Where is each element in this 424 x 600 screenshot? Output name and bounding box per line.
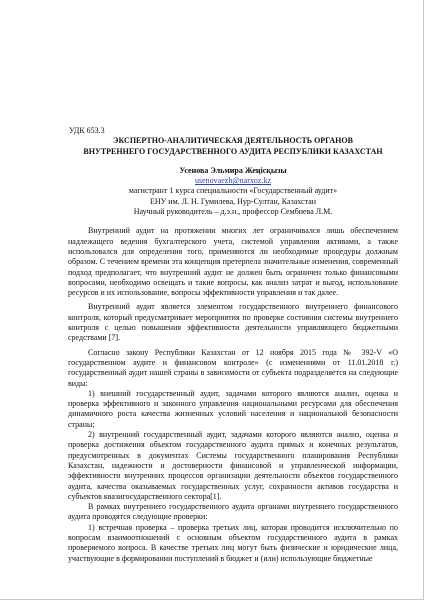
author-name: Усенова Эльмира Жеңісқызы bbox=[179, 165, 287, 175]
article-content bbox=[68, 126, 398, 564]
supervisor-line: Научный руководитель – д.э.н., профессор Сембиева Л.М. bbox=[133, 207, 333, 217]
paragraph-3: Согласно закону Республики Казахстан от 12 ноября 2015 года № 392-V «О государственном аудите и финансовом контроле» (с изменениями от 11.01.2018 г.) государственный аудит нашей страны в зависимости от субъекта подразделяется на следующие виды: bbox=[68, 347, 398, 388]
paragraph-2: Внутренний аудит является элементом государственного внутреннего финансового контроля, который предусматривает мероприятия по проверке состояния системы внутреннего контроля с целью повышения эффективности деятельности управляющего бюджетными средствами [7]. bbox=[68, 302, 398, 343]
paragraph-7: 1) встречная проверка – проверка третьих лиц, которая проводится исключительно по вопросам взаимоотношений с основным объектом государственного аудита в рамках проверяемого вопроса. В качестве третьих лиц могут быть физические и юридические лица, участвующие в формировании поступлений в бюджет и (или) использующие бюджетные bbox=[68, 522, 398, 563]
udk-code: УДК 653.3 bbox=[69, 126, 105, 135]
author-position: магистрант 1 курса специальности «Государственный аудит» bbox=[128, 186, 338, 196]
paragraph-5: 2) внутренний государственный аудит, задачами которого являются анализ, оценка и проверка достижения объектом государственного аудита прямых и конечных результатов, предусмотренных в документах Системы государственного планирования Республики Казахстан, надежности и достоверности финансовой и управленческой информации, эффективности внутренних процессов организации деятельности объектов государственного аудита, качества оказываемых государственных услуг, сохранности активов государства и субъектов квазигосударственного сектора[1]. bbox=[68, 430, 398, 501]
article-title-line-2: ВНУТРЕННЕГО ГОСУДАРСТВЕННОГО АУДИТА РЕСПУБЛИКИ КАЗАХСТАН bbox=[83, 146, 383, 156]
paragraph-1: Внутренний аудит на протяжении многих лет ограничивался лишь обеспечением надлежащего ведения бухгалтерского учета, системой управления активами, а также использовался для определения того, применяются ли необходимые процедуры должным образом. С течением времени эта концепция претерпела значительные изменения, современный подход предполагает, что внутренний аудит не должен быть ограничен только финансовыми вопросами, необходимо освещать и такие вопросы, как анализ затрат и выгод, использование ресурсов и их использование, вопросы эффективности управления и так далее. bbox=[68, 226, 398, 298]
paragraph-6: В рамках внутреннего государственного аудита органами внутреннего государственного аудита проводятся следующие проверки: bbox=[68, 502, 398, 522]
article-title-line-1: ЭКСПЕРТНО-АНАЛИТИЧЕСКАЯ ДЕЯТЕЛЬНОСТЬ ОРГАНОВ bbox=[113, 136, 353, 146]
author-affiliation: ЕНУ им. Л. Н. Гумилева, Нур-Султан, Казахстан bbox=[149, 196, 317, 206]
author-block bbox=[68, 166, 398, 217]
author-email-link[interactable]: usenovaezh@narxoz.kz bbox=[195, 176, 271, 186]
paragraph-4: 1) внешний государственный аудит, задачами которого являются анализ, оценка и проверка эффективного и законного управления национальными ресурсами для обеспечения динамичного роста качества жизненных условий населения и национальной безопасности страны; bbox=[68, 388, 398, 429]
article-title bbox=[68, 136, 398, 157]
